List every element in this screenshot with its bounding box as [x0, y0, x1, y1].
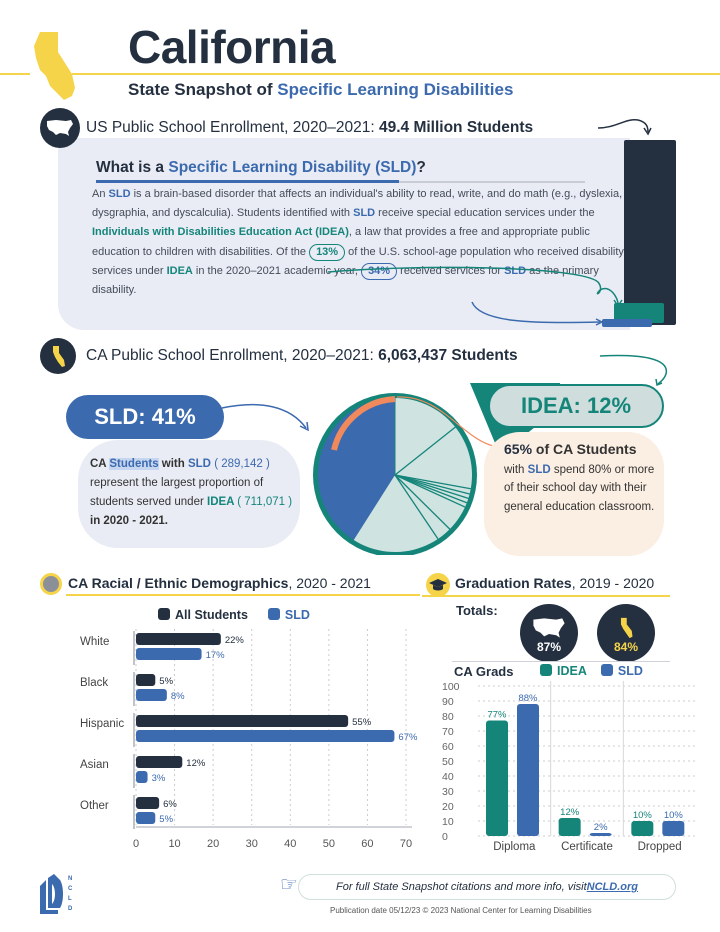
body-text: receive special education services under the [375, 207, 595, 220]
question-prefix: What is a [96, 159, 169, 176]
cta-text: For full State Snapshot citations and more info, visit [335, 881, 587, 893]
bar-sld [662, 821, 684, 836]
graduation-chart [440, 676, 700, 856]
info-text: of CA Students [532, 441, 637, 457]
legend-label: IDEA [557, 664, 587, 678]
x-tick-label: 40 [284, 838, 297, 850]
us-enrollment-value: 49.4 Million Students [378, 119, 534, 136]
x-tick-label: 0 [132, 838, 140, 850]
legend-swatch-sld [601, 664, 613, 676]
inclusion-info-text [504, 440, 664, 516]
bar-idea [559, 818, 581, 836]
citations-callout [298, 874, 676, 900]
value-label: 5% [159, 814, 174, 825]
idea-term: IDEA [207, 496, 235, 508]
info-text: CA [90, 458, 110, 470]
category-label: Asian [80, 759, 109, 771]
value-label: 3% [151, 773, 166, 784]
y-tick-label: 10 [442, 816, 454, 828]
ncld-letter: L [68, 896, 72, 902]
ncld-letter: D [68, 906, 73, 912]
idea-term: IDEA [166, 264, 193, 277]
usa-map-icon [531, 616, 567, 640]
sld-info-text [90, 455, 300, 531]
ca-total-value: 84% [613, 640, 639, 654]
page-title: California [128, 21, 336, 73]
legend-label: SLD [284, 608, 310, 622]
value-label: 55% [352, 717, 372, 728]
sld-percent-pill: SLD: 41% [66, 395, 224, 439]
category-label: Certificate [561, 841, 613, 853]
ncld-logo [36, 870, 76, 918]
us-arrow [596, 112, 656, 136]
ncld-letter: C [68, 886, 73, 892]
idea-percent-pill: IDEA: 12% [488, 384, 664, 428]
body-text: , a law that provides a free and appropriate public education to children with disabilities. Of the [92, 226, 590, 258]
value-label: 17% [205, 650, 225, 661]
y-tick-label: 70 [442, 726, 454, 738]
sld-term: SLD [187, 458, 211, 470]
value-label: 12% [186, 758, 206, 769]
value-label: 67% [398, 732, 418, 743]
ca-graduation-total [597, 604, 655, 662]
heading-label: Graduation Rates [455, 575, 572, 591]
x-tick-label: 50 [322, 838, 335, 850]
question-underline-rest [399, 181, 585, 183]
value-label: 8% [170, 691, 185, 702]
ncld-link[interactable]: NCLD.org [586, 881, 638, 893]
sld-term: SLD [108, 188, 131, 200]
value-label: 88% [518, 693, 538, 704]
body-text: as the primary disability. [92, 264, 599, 297]
us-enrollment-label: US Public School Enrollment, 2020–2021: [86, 119, 379, 136]
subtitle-prefix: State Snapshot of [128, 80, 278, 99]
info-text: in 2020 - 2021. [90, 515, 168, 527]
students-highlight: Students [109, 458, 159, 470]
sld-count: ( 289,142 ) [214, 458, 270, 470]
heading-years: , 2020 - 2021 [288, 575, 371, 591]
sld-question-heading [96, 159, 426, 177]
info-text: with [158, 458, 188, 470]
sld-percent-badge: 34% [361, 263, 397, 280]
us-total-value: 87% [536, 640, 562, 654]
bar-sld [136, 812, 155, 824]
category-label: Black [80, 677, 109, 689]
demographics-rule [66, 594, 420, 596]
publication-info: Publication date 05/12/23 © 2023 National Center for Learning Disabilities [330, 906, 592, 915]
california-icon [40, 338, 76, 374]
bar-all-students [136, 715, 348, 727]
x-tick-label: 10 [168, 838, 181, 850]
inclusion-percent: 65% [504, 441, 533, 457]
header-rule-right [72, 73, 720, 75]
heading-years: , 2019 - 2020 [571, 575, 655, 591]
x-tick-label: 30 [245, 838, 258, 850]
callout-arrows [300, 262, 630, 330]
ca-enrollment-value: 6,063,437 Students [378, 347, 518, 364]
bar-all-students [136, 756, 182, 768]
bar-all-students [136, 633, 221, 645]
demographics-icon [40, 573, 62, 595]
value-label: 10% [632, 810, 652, 821]
idea-full-term: Individuals with Disabilities Education Act (IDEA) [92, 226, 349, 239]
usa-map-icon [40, 108, 80, 148]
bar-idea [486, 721, 508, 837]
california-state-icon [26, 30, 78, 102]
ncld-letter: N [68, 876, 73, 882]
value-label: 2% [593, 822, 608, 833]
value-label: 6% [163, 799, 177, 810]
totals-label: Totals: [456, 603, 498, 618]
y-tick-label: 100 [442, 681, 460, 693]
legend-label: SLD [617, 664, 643, 678]
sld-term: SLD [504, 264, 527, 277]
grads-divider [452, 661, 670, 662]
body-text: in the 2020–2021 academic year, [192, 264, 362, 277]
legend-swatch-sld [268, 608, 280, 620]
legend-swatch-all [158, 608, 170, 620]
bar-sld [136, 648, 202, 660]
legend-swatch-idea [540, 664, 552, 676]
us-enrollment-heading [86, 119, 533, 137]
heading-label: CA Racial / Ethnic Demographics [68, 575, 289, 591]
bar-sld [136, 689, 167, 701]
info-text: spend 80% or more of their school day with their general education classroom. [504, 463, 655, 513]
bar-sld [136, 730, 394, 742]
demographics-chart [70, 625, 420, 855]
category-label: Diploma [493, 841, 536, 853]
question-highlight: Specific Learning Disability (SLD) [168, 159, 417, 176]
y-tick-label: 90 [442, 696, 454, 708]
value-label: 5% [159, 676, 174, 687]
sld-term: SLD [353, 207, 376, 220]
legend-sld [268, 608, 310, 622]
category-label: White [80, 636, 110, 648]
legend-label: All Students [175, 608, 248, 622]
category-label: Other [80, 800, 109, 812]
y-tick-label: 50 [442, 756, 454, 768]
ca-enrollment-label: CA Public School Enrollment, 2020–2021: [86, 347, 379, 364]
category-label: Hispanic [80, 718, 125, 730]
info-text: with [504, 463, 528, 476]
bar-all-students [136, 674, 155, 686]
graduation-heading [455, 575, 654, 591]
info-text: represent the largest proportion of students served under [90, 477, 264, 508]
page-subtitle [128, 80, 513, 100]
y-tick-label: 60 [442, 741, 454, 753]
bar-idea [631, 821, 653, 836]
y-tick-label: 0 [442, 831, 448, 843]
y-tick-label: 30 [442, 786, 454, 798]
value-label: 22% [224, 635, 244, 646]
idea-count: ( 711,071 ) [237, 496, 293, 508]
demographics-legend [158, 608, 310, 622]
graduation-cap-icon [426, 573, 450, 597]
bar-sld [136, 771, 148, 783]
value-label: 77% [487, 709, 507, 721]
y-tick-label: 20 [442, 801, 454, 813]
us-graduation-total [520, 604, 578, 662]
question-underline [96, 180, 399, 183]
x-tick-label: 60 [361, 838, 374, 850]
question-suffix: ? [416, 159, 426, 176]
graduation-rule [422, 595, 670, 597]
x-tick-label: 70 [399, 838, 413, 850]
ca-enrollment-heading [86, 347, 518, 365]
idea-percent-badge: 13% [309, 244, 345, 261]
bar-sld [590, 833, 612, 836]
ca-grads-title: CA Grads [454, 664, 514, 679]
legend-all-students [158, 608, 248, 622]
bar-all-students [136, 797, 159, 809]
sld-term: SLD [527, 463, 551, 476]
x-tick-label: 20 [207, 838, 220, 850]
bar-sld [517, 704, 539, 836]
demographics-heading [68, 575, 371, 591]
body-text: received services for [397, 264, 505, 277]
subtitle-highlight: Specific Learning Disabilities [277, 80, 514, 99]
body-text: of the U.S. school-age population who received disability services under [92, 245, 624, 277]
body-text: An [92, 188, 109, 200]
value-label: 10% [663, 810, 683, 821]
body-text: is a brain-based disorder that affects an individual's ability to read, write, and do math (e.g., dyslexia, dysgraphia, and dyscalculia). Students identified with [92, 188, 623, 220]
category-label: Dropped [637, 841, 682, 853]
y-tick-label: 80 [442, 711, 454, 723]
value-label: 12% [560, 807, 580, 818]
pointing-hand-icon: ☞ [280, 874, 298, 896]
y-tick-label: 40 [442, 771, 454, 783]
